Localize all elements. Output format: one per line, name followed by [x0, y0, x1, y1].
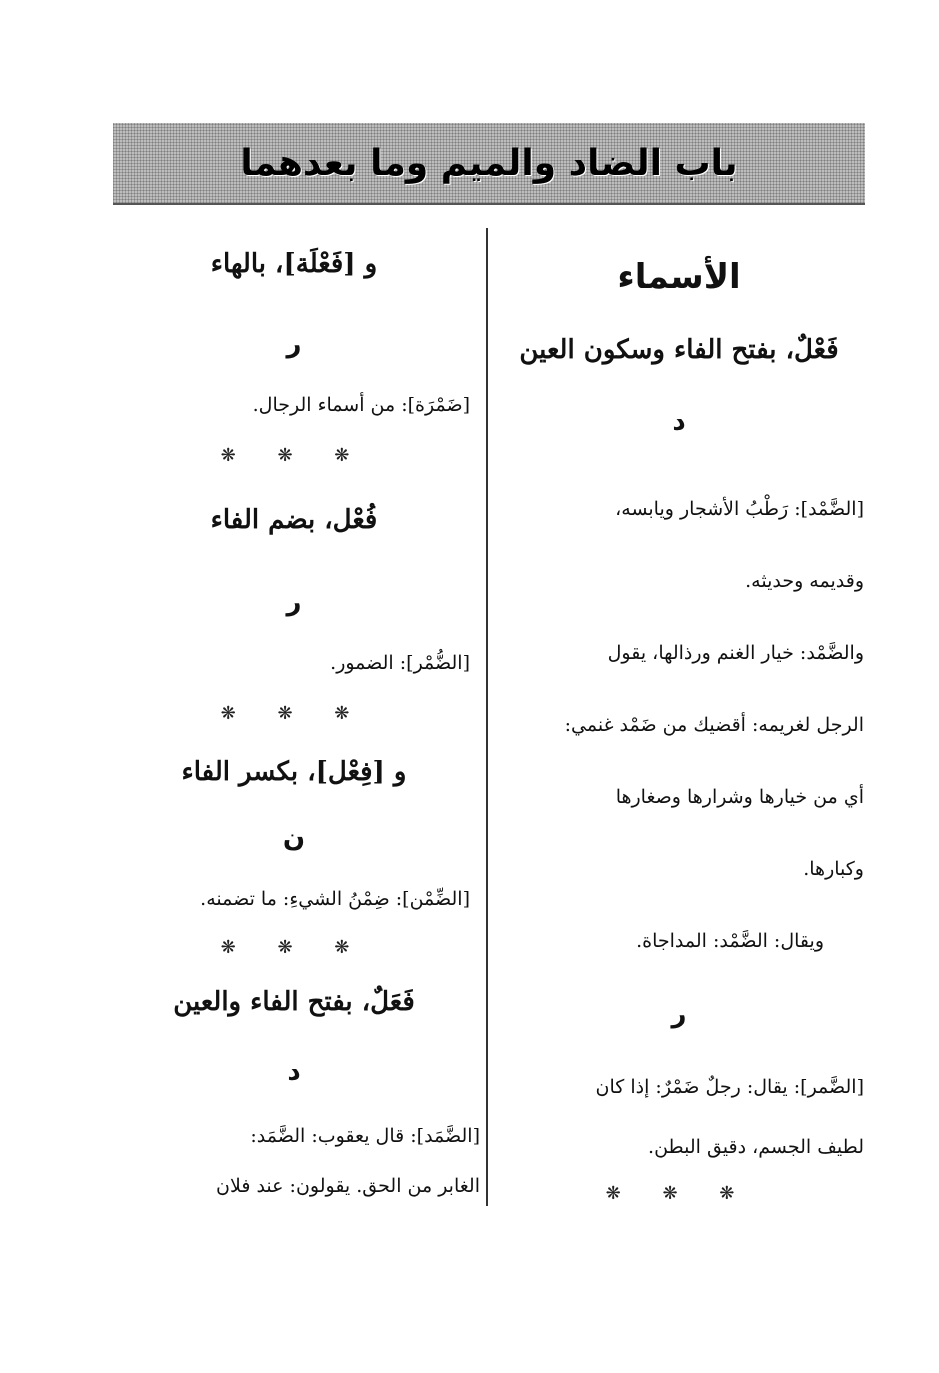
entry-line: الرجل لغريمه: أقضيك من ضَمْد غنمي: — [564, 714, 864, 736]
entry-line: والضَّمْد: خيار الغنم ورذالها، يقول — [607, 642, 864, 664]
letter-heading-ra: ر — [671, 999, 687, 1029]
section-title-fal: فَعْلٌ، بفتح الفاء وسكون العين — [519, 335, 839, 365]
letter-heading-nun: ن — [282, 823, 306, 853]
entry-line: أي من خيارها وشرارها وصغارها — [615, 786, 864, 808]
entry-line: وقديمه وحديثه. — [745, 570, 864, 592]
separator-stars: ❋ ❋ ❋ — [605, 1183, 753, 1204]
entry-line: الغابر من الحق. يقولون: عند فلان — [216, 1175, 480, 1197]
entry-line: ويقال: الضَّمْد: المداجاة. — [636, 930, 824, 952]
entry-line: [الضَّمر]: يقال: رجلٌ ضَمْرٌ: إذا كان — [595, 1076, 864, 1098]
chapter-banner — [113, 123, 865, 205]
separator-stars: ❋ ❋ ❋ — [220, 445, 368, 466]
section-title-ful: فُعْل، بضم الفاء — [210, 505, 378, 535]
column-divider — [486, 228, 488, 1206]
subtitle-falah: و [فَعْلَة]، بالهاء — [210, 249, 378, 279]
letter-heading-dal: د — [287, 1057, 301, 1087]
chapter-title: باب الضاد والميم وما بعدهما — [240, 142, 738, 184]
separator-stars: ❋ ❋ ❋ — [220, 703, 368, 724]
entry-line: لطيف الجسم، دقيق البطن. — [648, 1136, 864, 1158]
heading-asmaa: الأسماء — [617, 257, 741, 297]
letter-heading-ra: ر — [286, 329, 302, 359]
entry-dhamra: [ضَمْرَة]: من أسماء الرجال. — [252, 394, 470, 416]
entry-dhamad — [108, 1111, 480, 1211]
entry-line: وكبارها. — [803, 858, 864, 880]
separator-stars: ❋ ❋ ❋ — [220, 937, 368, 958]
entry-dhamd — [494, 473, 864, 977]
entry-dhamr — [494, 1057, 864, 1177]
entry-line: [الضَّمْد]: رَطْبُ الأشجار ويابسه، — [615, 498, 864, 520]
entry-dhimn: [الضِّمْن]: ضِمْنُ الشيءِ: ما تضمنه. — [200, 888, 470, 910]
letter-heading-ra: ر — [286, 587, 302, 617]
section-title-faal: فَعَلٌ، بفتح الفاء والعين — [173, 987, 415, 1017]
section-title-fil: و [فِعْل]، بكسر الفاء — [181, 757, 407, 787]
letter-heading-dal: د — [672, 407, 686, 437]
entry-dhumr: [الضُّمْر]: الضمور. — [330, 652, 470, 674]
entry-line: [الضَّمَد]: قال يعقوب: الضَّمَد: — [250, 1125, 480, 1147]
